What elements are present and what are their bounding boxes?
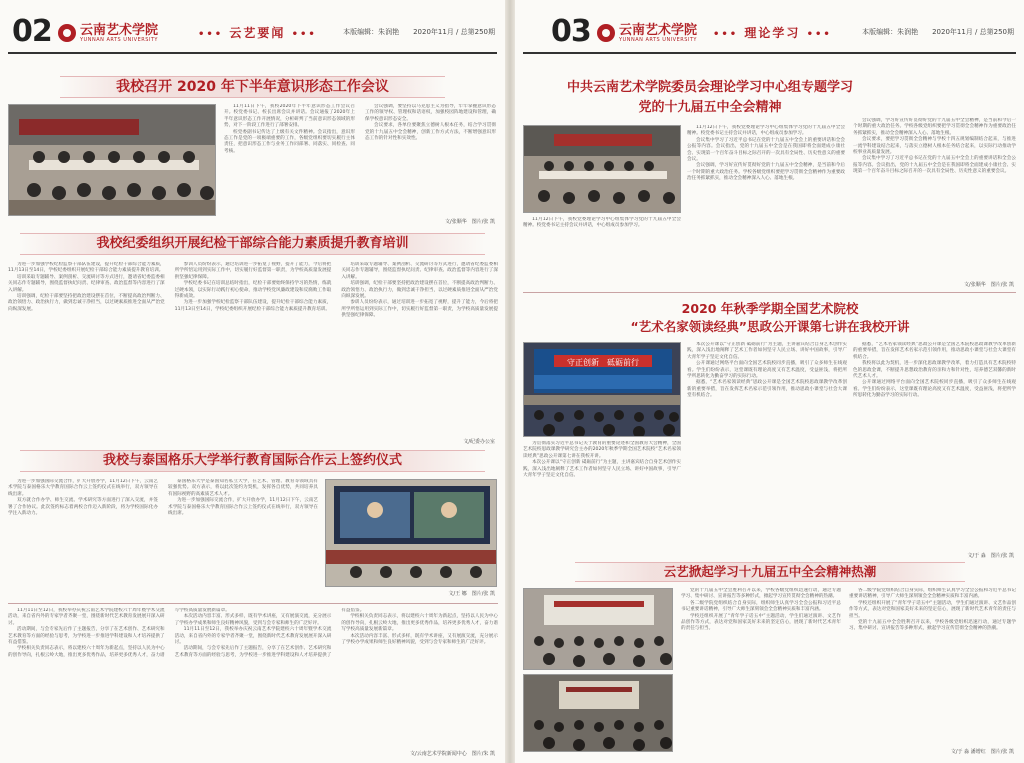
headline: 云艺掀起学习十九届五中全会精神热潮 bbox=[575, 562, 965, 582]
page-02 bbox=[0, 0, 505, 763]
article-body-continued: 会议强调，学习好宣传好贯彻好党的十九届五中全会精神，是当前和今后一个时期的重大政治任务。学校各级党组织要把学习贯彻全会精神作为重要政治任务抓紧抓实，推动全会精神深入人心、落地生根。 会议要求，要把学习贯彻全会精神与学校十四五规划编制结合起来，与推进一流学科建设结合起来，与落实立德树人根本任务结合起来，以实际行动推动学校事业高质量发展。 会议集中学习了习近平总书记在党的十九届五中全会上的重要讲话和全会公报等内容。会议指出，党的十九届五中全会是在我国即将全面建成小康社会、实现第一个百年奋斗目标之际召开的一次具有全局性、历史性意义的重要会议。 bbox=[853, 118, 1016, 175]
headline bbox=[545, 78, 875, 118]
page-03 bbox=[515, 0, 1024, 763]
headline: 我校召开 2020 年下半年意识形态工作会议 bbox=[60, 76, 445, 98]
article-credit: 文/云南艺术学院新闻中心 图片/朱 凯 bbox=[410, 751, 495, 757]
page-number: 02 bbox=[12, 14, 52, 49]
photo-video-conference bbox=[325, 479, 497, 587]
issue-meta: 本版编辑：朱润艳 2020年11月 / 总第250期 bbox=[862, 28, 1014, 36]
divider bbox=[8, 603, 498, 604]
university-logo bbox=[58, 20, 168, 46]
headline-line-2: “艺术名家领读经典”思政公开课第七讲在我校开讲 bbox=[630, 319, 910, 334]
section-title: ••• 理论学习 ••• bbox=[713, 26, 832, 40]
banner-text: 守正创新 砥砺前行 bbox=[567, 358, 639, 367]
headline-line-1: 2020 年秋季学期全国艺术院校 bbox=[681, 301, 859, 316]
article-body: 为进一步加强国际交流合作，扩大开放办学，11月12日下午，云南艺术学院与泰国格乐大学教育国际合作云上签约仪式在线举行，双方领导在线出席。 双方就合作办学、师生交流、学术研究等方面进行了深入交流，并签署了合作协议。此次签约标志着两校合作迈入新阶段，将为学校国际化办学注入新动力。 泰国格乐大学是泰国知名私立大学，在艺术、管理、教育等领域具有较强优势。双方表示，将以此次签约为契机，发挥各自优势，共同培养具有国际视野的高素质艺术人才。 为进一步加强国际交流合作，扩大开放办学，11月12日下午，云南艺术学院与泰国格乐大学教育国际合作云上签约仪式在线举行，双方领导在线出席。 bbox=[8, 479, 318, 517]
logo-text: 云南艺术学院 bbox=[619, 22, 698, 38]
article-body: 11月11日至12日，我校举办庆祝云南艺术学院建校六十周年暨学术交流活动，来自省内外的专家学者齐聚一堂，围绕新时代艺术教育发展展开深入研讨。 活动期间，与会专家先后作了主题报告，分享了在艺术创作、艺术研究和艺术教育等方面的经验与思考，为学校进一步推进学科建设和人才培养提供了有益借鉴。 学校相关负责同志表示，将以建校六十周年为新起点，坚持以人民为中心的创作导向，扎根云岭大地，推出更多优秀作品，培养更多优秀人才，奋力谱写学校高质量发展新篇章。 本次活动内容丰富、形式多样，既有学术讲座，又有展演交流，充分展示了学校办学成果和师生良好精神风貌，受到与会专家和师生的广泛好评。 11月11日至12日，我校举办庆祝云南艺术学院建校六十周年暨学术交流活动，来自省内外的专家学者齐聚一堂，围绕新时代艺术教育发展展开深入研讨。 活动期间，与会专家先后作了主题报告，分享了在艺术创作、艺术研究和艺术教育等方面的经验与思考，为学校进一步推进学科建设和人才培养提供了有益借鉴。 学校相关负责同志表示，将以建校六十周年为新起点，坚持以人民为中心的创作导向，扎根云岭大地，推出更多优秀作品，培养更多优秀人才，奋力谱写学校高质量发展新篇章。 本次活动内容丰富、形式多样，既有学术讲座，又有展演交流，充分展示了学校办学成果和师生良好精神风貌，受到与会专家和师生的广泛好评。 bbox=[8, 608, 498, 658]
article-credit: 文/于 淼 图片/张 凯 bbox=[967, 553, 1014, 559]
photo-lecture-hall bbox=[523, 342, 681, 437]
article-credit: 文/王 娜 图片/张 凯 bbox=[448, 591, 495, 597]
page-number: 03 bbox=[551, 14, 591, 49]
headline-line-1: 中共云南艺术学院委员会理论学习中心组专题学习 bbox=[566, 80, 853, 95]
article-body: 11月11日下午，我校2020年下半年意识形态工作会议召开。校党委书记、校长出席会议并讲话。会议通报了2020年上半年意识形态工作开展情况，分析研判了当前意识形态领域的形势，对下一阶段工作进行了部署安排。 校党委副书记传达了上级有关文件精神。会议指出，意识形态工作是党的一项极端重要的工作，各级党组织要切实履行主体责任，把意识形态工作与业务工作同部署、同落实、同检查、同考核。 会议强调，要坚持以马克思主义为指导，牢牢掌握意识形态工作的领导权、管理权和话语权，加强校园阵地建设和管理，确保学校意识形态安全。 会议要求，各单位要聚焦立德树人根本任务，结合学习贯彻党的十九届五中全会精神，创新工作方式方法，不断增强意识形态工作的针对性和实效性。 bbox=[224, 104, 496, 154]
article-body-continued: 本次公开课以“守正创新 砥砺前行”为主题，主讲嘉宾结合自身艺术创作实践，深入浅出地阐释了艺术工作者如何坚守人民立场、讲好中国故事，引导广大青年学子坚定文化自信。 公开课通过网络平台面向全国艺术院校同步直播，吸引了众多师生在线观看。学生们纷纷表示，这堂课既有理论高度又有艺术温度，受益匪浅，将把所学所思转化为勤奋学习的实际行动。 据悉，“艺术名家领读经典”思政公开课是全国艺术院校思政课教学改革创新的重要举措，旨在发挥艺术名家示范引领作用，推动思政小课堂与社会大课堂有机结合。 bbox=[687, 342, 847, 399]
article-body-lead: 11月12日下午，我校党委理论学习中心组集体学习党的十九届五中全会精神。校党委书记主持会议并讲话，中心组成员参加学习。 bbox=[523, 217, 681, 229]
article-body: 为进一步加强学校纪检监察干部队伍建设，提升纪检干部综合能力素质，11月13日至14日，学校纪委组织开展纪检干部综合能力素质提升教育培训。 培训采取专题辅导、案例剖析、交流研讨等方式进行，邀请省纪委监委相关同志作专题辅导，围绕监督执纪问责、纪律审查、政治监督等内容进行了深入讲解。 培训强调，纪检干部要坚持把政治建设摆在首位，不断提高政治判断力、政治领悟力、政治执行力，做到忠诚干净担当，以过硬素质推进全面从严治党向纵深发展。 参训人员纷纷表示，通过培训进一步拓宽了视野，提升了能力，今后将把所学所悟运用到实际工作中，切实履行好监督第一职责，为学校高质量发展提供坚强纪律保障。 学校纪委书记在培训总结时指出，纪检干部要始终保持学习的热情，练就过硬本领，以实际行动践行初心使命，推动学校党风廉政建设和反腐败工作取得新成效。 为进一步加强学校纪检监察干部队伍建设，提升纪检干部综合能力素质，11月13日至14日，学校纪委组织开展纪检干部综合能力素质提升教育培训。 培训采取专题辅导、案例剖析、交流研讨等方式进行，邀请省纪委监委相关同志作专题辅导，围绕监督执纪问责、纪律审查、政治监督等内容进行了深入讲解。 培训强调，纪检干部要坚持把政治建设摆在首位，不断提高政治判断力、政治领悟力、政治执行力，做到忠诚干净担当，以过硬素质推进全面从严治党向纵深发展。 参训人员纷纷表示，通过培训进一步拓宽了视野，提升了能力，今后将把所学所悟运用到实际工作中，切实履行好监督第一职责，为学校高质量发展提供坚强纪律保障。 bbox=[8, 262, 498, 319]
photo-meeting bbox=[8, 104, 216, 216]
photo-study-session bbox=[523, 125, 681, 213]
photo-classroom bbox=[523, 674, 673, 752]
masthead-right bbox=[523, 14, 1016, 54]
logo-subtitle: YUNNAN ARTS UNIVERSITY bbox=[80, 36, 158, 43]
logo-subtitle: YUNNAN ARTS UNIVERSITY bbox=[619, 36, 697, 43]
logo-text: 云南艺术学院 bbox=[80, 22, 159, 38]
spread-gutter bbox=[505, 0, 515, 763]
divider bbox=[523, 292, 1016, 293]
emblem-icon bbox=[597, 24, 615, 42]
university-logo bbox=[597, 20, 707, 46]
article-credit: 文/张顺华 图片/张 凯 bbox=[964, 282, 1014, 288]
headline-line-2: 党的十九届五中全会精神 bbox=[638, 100, 782, 115]
headline: 我校纪委组织开展纪检干部综合能力素质提升教育培训 bbox=[20, 233, 485, 255]
article-credit: 文/于 淼 潘增红 图片/张 凯 bbox=[950, 749, 1014, 755]
article-body-continued: 据悉，“艺术名家领读经典”思政公开课是全国艺术院校思政课教学改革创新的重要举措，旨在发挥艺术名家示范引领作用，推动思政小课堂与社会大课堂有机结合。 我校将以此为契机，进一步深化思政课教学改革，着力打造具有艺术院校特色的思政金课，不断提升思想政治教育的亲和力和针对性，培养德艺双馨的新时代艺术人才。 公开课通过网络平台面向全国艺术院校同步直播，吸引了众多师生在线观看。学生们纷纷表示，这堂课既有理论高度又有艺术温度，受益匪浅，将把所学所思转化为勤奋学习的实际行动。 bbox=[853, 342, 1016, 399]
article-credit: 文/张顺华 图片/张 凯 bbox=[445, 219, 495, 225]
emblem-icon bbox=[58, 24, 76, 42]
article-body: 为贯彻落实习近平总书记关于教育的重要论述和全国教育大会精神，全国艺术院校思政课教学研究会主办的2020年秋季学期全国艺术院校“艺术名家领读经典”思政公开课第七讲在我校开讲。 本次公开课以“守正创新 砥砺前行”为主题，主讲嘉宾结合自身艺术创作实践，深入浅出地阐释了艺术工作者如何坚守人民立场、讲好中国故事，引导广大青年学子坚定文化自信。 bbox=[523, 441, 681, 479]
headline: 我校与泰国格乐大学举行教育国际合作云上签约仪式 bbox=[20, 450, 485, 472]
section-title: ••• 云艺要闻 ••• bbox=[198, 26, 317, 40]
issue-meta: 本版编辑：朱润艳 2020年11月 / 总第250期 bbox=[343, 28, 495, 36]
article-credit: 文/纪委办公室 bbox=[463, 439, 495, 445]
headline bbox=[545, 300, 995, 336]
photo-students-study bbox=[523, 588, 673, 670]
article-body: 11月12日下午，我校党委理论学习中心组集体学习党的十九届五中全会精神。校党委书记主持会议并讲话，中心组成员参加学习。 会议集中学习了习近平总书记在党的十九届五中全会上的重要讲话和全会公报等内容。会议指出，党的十九届五中全会是在我国即将全面建成小康社会、实现第一个百年奋斗目标之际召开的一次具有全局性、历史性意义的重要会议。 会议强调，学习好宣传好贯彻好党的十九届五中全会精神，是当前和今后一个时期的重大政治任务。学校各级党组织要把学习贯彻全会精神作为重要政治任务抓紧抓实，推动全会精神深入人心、落地生根。 bbox=[687, 125, 845, 182]
masthead-left bbox=[8, 14, 497, 54]
article-body: 党的十九届五中全会胜利召开以来，学校各级党组织迅速行动，通过专题学习、集中研讨、宣讲报告等多种形式，掀起学习宣传贯彻全会精神的热潮。 各二级学院党组织结合自身实际，组织师生认真学习全会公报和习近平总书记重要讲话精神，引导广大师生深刻领会全会精神实质和丰富内涵。 学校还组织开展了“青年学子话五中”主题活动，学生们通过演讲、文艺作品创作等方式，表达对党和国家美好未来的坚定信心，展现了新时代艺术青年的责任与担当。 bbox=[681, 588, 841, 632]
article-body-continued: 各二级学院党组织结合自身实际，组织师生认真学习全会公报和习近平总书记重要讲话精神，引导广大师生深刻领会全会精神实质和丰富内涵。 学校还组织开展了“青年学子话五中”主题活动，学生们通过演讲、文艺作品创作等方式，表达对党和国家美好未来的坚定信心，展现了新时代艺术青年的责任与担当。 党的十九届五中全会胜利召开以来，学校各级党组织迅速行动，通过专题学习、集中研讨、宣讲报告等多种形式，掀起学习宣传贯彻全会精神的热潮。 bbox=[849, 588, 1016, 632]
